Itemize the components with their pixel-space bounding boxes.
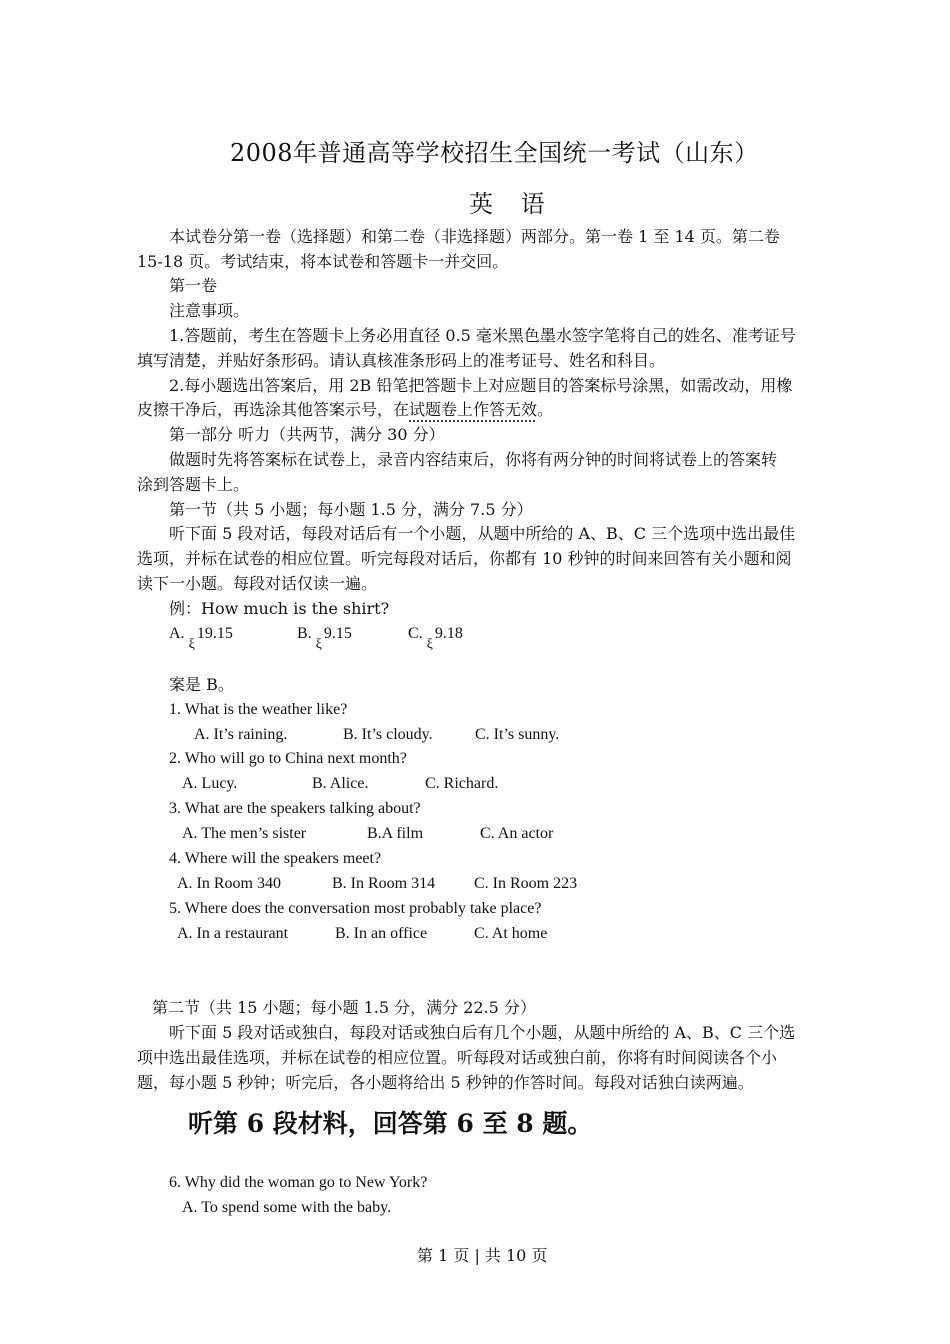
note-2-text-c: 。 [537, 400, 554, 419]
question-1-option-c: C. It’s sunny. [475, 726, 560, 743]
note-2-emphasis: 试题卷上作答无效 [409, 400, 538, 419]
section-2-desc-line-1: 听下面 5 段对话或独白，每段对话或独白后有几个小题，从题中所给的 A、B、C 三个选 [169, 1023, 796, 1042]
question-2-option-b: B. Alice. [312, 775, 369, 792]
question-5-option-c: C. At home [474, 925, 548, 942]
question-3: 3. What are the speakers talking about? [169, 800, 421, 817]
question-1: 1. What is the weather like? [169, 701, 348, 718]
note-1-line-1: 1.答题前，考生在答题卡上务必用直径 0.5 毫米黑色墨水签字笔将自己的姓名、准考证号 [169, 326, 796, 345]
question-3-option-a: A. The men’s sister [182, 825, 307, 842]
example-option-b [297, 622, 352, 652]
option-letter: C. [408, 625, 423, 642]
example-option-a [169, 622, 233, 652]
exam-title: 2008年普通高等学校招生全国统一考试（山东） [230, 139, 759, 167]
part-1-desc-line-1: 做题时先将答案标在试卷上，录音内容结束后，你将有两分钟的时间将试卷上的答案转 [169, 450, 778, 469]
option-letter: A. [169, 625, 185, 642]
question-2-option-a: A. Lucy. [182, 775, 238, 792]
option-value: 9.18 [434, 625, 463, 642]
subject-title: 英 语 [469, 190, 555, 218]
question-1-option-b: B. It’s cloudy. [343, 726, 433, 743]
note-2-text-a: 皮擦干净后，再选涂其他答案示号，在 [137, 400, 410, 419]
volume-label: 第一卷 [169, 276, 218, 295]
section-2-desc-line-3: 题，每小题 5 秒钟；听完后，各小题将给出 5 秒钟的作答时间。每段对话独白读两遍。 [137, 1073, 754, 1092]
part-1-heading: 第一部分 听力（共两节，满分 30 分） [169, 425, 445, 444]
example-option-c [408, 622, 463, 652]
question-6: 6. Why did the woman go to New York? [169, 1174, 428, 1191]
question-6-option-a: A. To spend some with the baby. [182, 1199, 392, 1216]
example-answer: 案是 B。 [169, 675, 234, 694]
question-5-option-a: A. In a restaurant [177, 925, 289, 942]
question-2-option-c: C. Richard. [425, 775, 499, 792]
note-2-line-2 [137, 398, 553, 422]
question-3-option-c: C. An actor [480, 825, 554, 842]
option-value: 9.15 [323, 625, 352, 642]
section-2-desc-line-2: 项中选出最佳选项，并标在试卷的相应位置。听每段对话或独白前，你将有时间阅读各个小 [137, 1048, 778, 1067]
question-5-option-b: B. In an office [335, 925, 428, 942]
currency-symbol: ξ [426, 637, 433, 652]
currency-symbol: ξ [315, 637, 322, 652]
question-4-option-a: A. In Room 340 [177, 875, 281, 892]
section-1-desc-line-2: 选项，并标在试卷的相应位置。听完每段对话后，你都有 10 秒钟的时间来回答有关小题和阅 [137, 549, 792, 568]
example-question: 例：How much is the shirt? [169, 599, 390, 618]
part-1-desc-line-2: 涂到答题卡上。 [137, 475, 250, 494]
section-1-desc-line-1: 听下面 5 段对话，每段对话后有一个小题，从题中所给的 A、B、C 三个选项中选出最佳 [169, 524, 796, 543]
question-1-option-a: A. It’s raining. [194, 726, 288, 743]
question-5: 5. Where does the conversation most probably take place? [169, 900, 542, 917]
question-3-option-b: B.A film [367, 825, 424, 842]
intro-line-2: 15-18 页。考试结束，将本试卷和答题卡一并交回。 [137, 252, 509, 271]
option-value: 19.15 [196, 625, 233, 642]
page-footer: 第 1 页 | 共 10 页 [417, 1246, 548, 1265]
material-heading: 听第 6 段材料，回答第 6 至 8 题。 [188, 1109, 593, 1138]
option-letter: B. [297, 625, 312, 642]
section-1-desc-line-3: 读下一小题。每段对话仅读一遍。 [137, 574, 378, 593]
question-4: 4. Where will the speakers meet? [169, 850, 382, 867]
notice-heading: 注意事项。 [169, 301, 250, 320]
question-2: 2. Who will go to China next month? [169, 750, 407, 767]
note-1-line-2: 填写清楚，并贴好条形码。请认真核准条形码上的准考证号、姓名和科目。 [137, 351, 666, 370]
currency-symbol: ξ [188, 637, 195, 652]
note-2-line-1: 2.每小题选出答案后，用 2B 铅笔把答题卡上对应题目的答案标号涂黑，如需改动，用橡 [169, 376, 793, 395]
section-2-heading: 第二节（共 15 小题；每小题 1.5 分，满分 22.5 分） [152, 998, 536, 1017]
section-1-heading: 第一节（共 5 小题；每小题 1.5 分，满分 7.5 分） [169, 500, 533, 519]
intro-line-1: 本试卷分第一卷（选择题）和第二卷（非选择题）两部分。第一卷 1 至 14 页。第二卷 [169, 227, 780, 246]
question-4-option-b: B. In Room 314 [332, 875, 436, 892]
question-4-option-c: C. In Room 223 [474, 875, 578, 892]
